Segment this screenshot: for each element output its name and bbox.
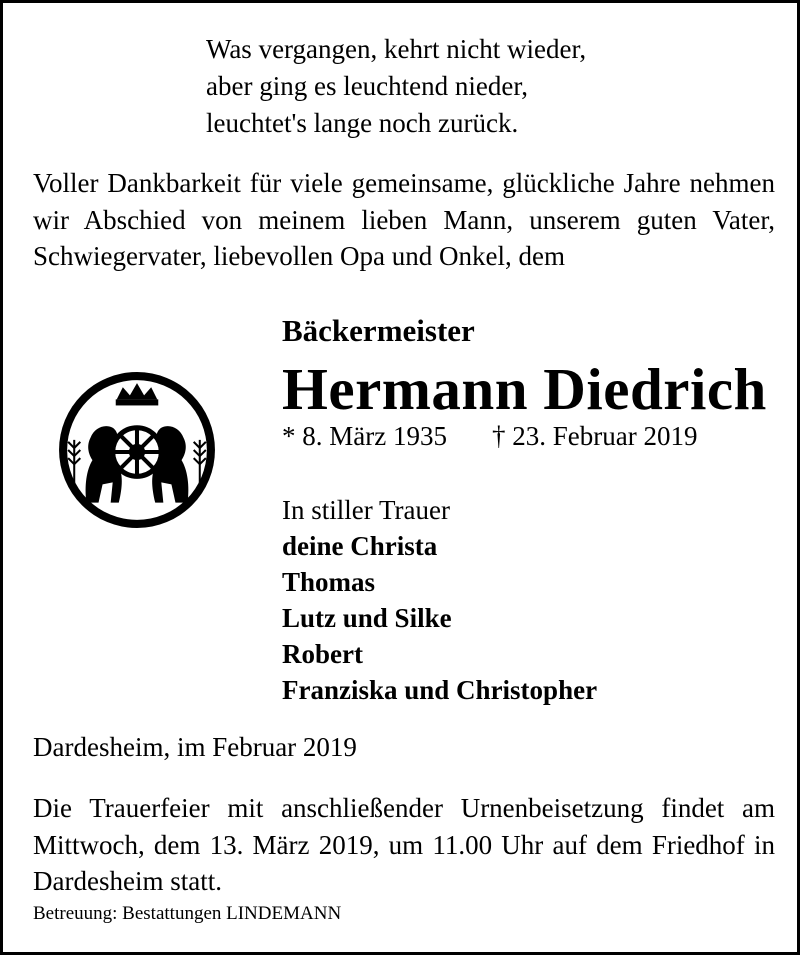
mourner-name: Thomas bbox=[282, 567, 376, 597]
poem-line: leuchtet's lange noch zurück. bbox=[206, 108, 519, 138]
deceased-name: Hermann Diedrich bbox=[282, 356, 767, 422]
intro-text: Voller Dankbarkeit für viele gemeinsame, glückliche Jahre nehmen wir Abschied von meinem lieben Mann, unserem guten Vater, Schwiegervater, liebevollen Opa und Onkel, dem bbox=[33, 168, 775, 271]
poem bbox=[206, 31, 586, 142]
deceased-profession: Bäckermeister bbox=[282, 313, 475, 348]
baker-guild-emblem-icon bbox=[56, 369, 218, 531]
mourners-list bbox=[282, 492, 597, 708]
service-info: Die Trauerfeier mit anschließender Urnenbeisetzung findet am Mittwoch, dem 13. März 2019, um 11.00 Uhr auf dem Friedhof in Dardesheim statt. bbox=[33, 793, 775, 896]
funeral-home-credit: Betreuung: Bestattungen LINDEMANN bbox=[33, 903, 342, 924]
mourner-name: Lutz und Silke bbox=[282, 603, 452, 633]
mourner-name: Robert bbox=[282, 639, 363, 669]
death-date: † 23. Februar 2019 bbox=[492, 421, 698, 451]
place-date: Dardesheim, im Februar 2019 bbox=[33, 732, 357, 762]
birth-date: * 8. März 1935 bbox=[282, 421, 447, 451]
poem-line: aber ging es leuchtend nieder, bbox=[206, 71, 529, 101]
poem-line: Was vergangen, kehrt nicht wieder, bbox=[206, 34, 587, 64]
mourner-name: Franziska und Christopher bbox=[282, 675, 598, 705]
mourner-name: deine Christa bbox=[282, 531, 438, 561]
mourners-intro: In stiller Trauer bbox=[282, 495, 450, 525]
